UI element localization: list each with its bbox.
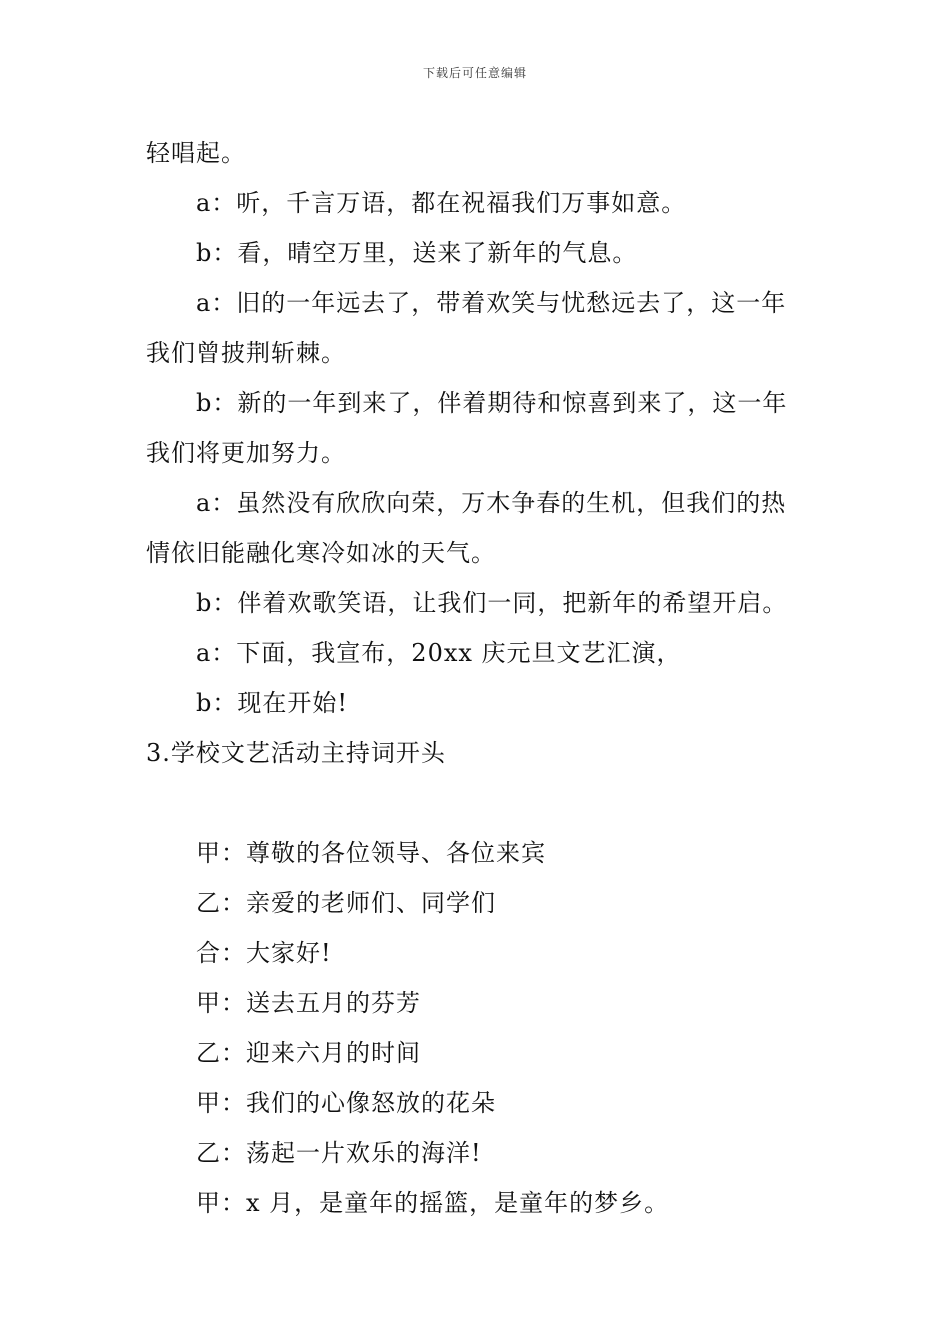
text-line: 合：大家好! (196, 939, 332, 967)
text-line: 轻唱起。 (146, 139, 246, 167)
text-line: 乙：荡起一片欢乐的海洋! (196, 1139, 482, 1167)
text-line: b：现在开始! (196, 689, 349, 717)
text-line: a：旧的一年远去了，带着欢笑与忧愁远去了，这一年 (196, 289, 787, 317)
blank-line (146, 778, 810, 828)
text-line: b：伴着欢歌笑语，让我们一同，把新年的希望开启。 (196, 589, 788, 617)
section-heading: 3.学校文艺活动主持词开头 (146, 739, 446, 767)
text-line: 甲：我们的心像怒放的花朵 (196, 1089, 496, 1117)
document-body (146, 128, 810, 1228)
text-line: a：下面，我宣布，20xx 庆元旦文艺汇演， (196, 639, 682, 667)
text-line: a：听，千言万语，都在祝福我们万事如意。 (196, 189, 687, 217)
page-header: 下载后可任意编辑 (422, 66, 527, 80)
text-line: 甲：尊敬的各位领导、各位来宾 (196, 839, 546, 867)
text-line: 甲：送去五月的芬芳 (196, 989, 421, 1017)
text-line: a：虽然没有欣欣向荣，万木争春的生机，但我们的热 (196, 489, 787, 517)
text-line: 甲：x 月，是童年的摇篮，是童年的梦乡。 (196, 1189, 670, 1217)
text-line: b：新的一年到来了，伴着期待和惊喜到来了，这一年 (196, 389, 788, 417)
text-line: 乙：迎来六月的时间 (196, 1039, 421, 1067)
text-line: b：看，晴空万里，送来了新年的气息。 (196, 239, 638, 267)
text-line: 情依旧能融化寒冷如冰的天气。 (146, 539, 496, 567)
text-line: 我们曾披荆斩棘。 (146, 339, 346, 367)
text-line: 乙：亲爱的老师们、同学们 (196, 889, 496, 917)
text-line: 我们将更加努力。 (146, 439, 346, 467)
